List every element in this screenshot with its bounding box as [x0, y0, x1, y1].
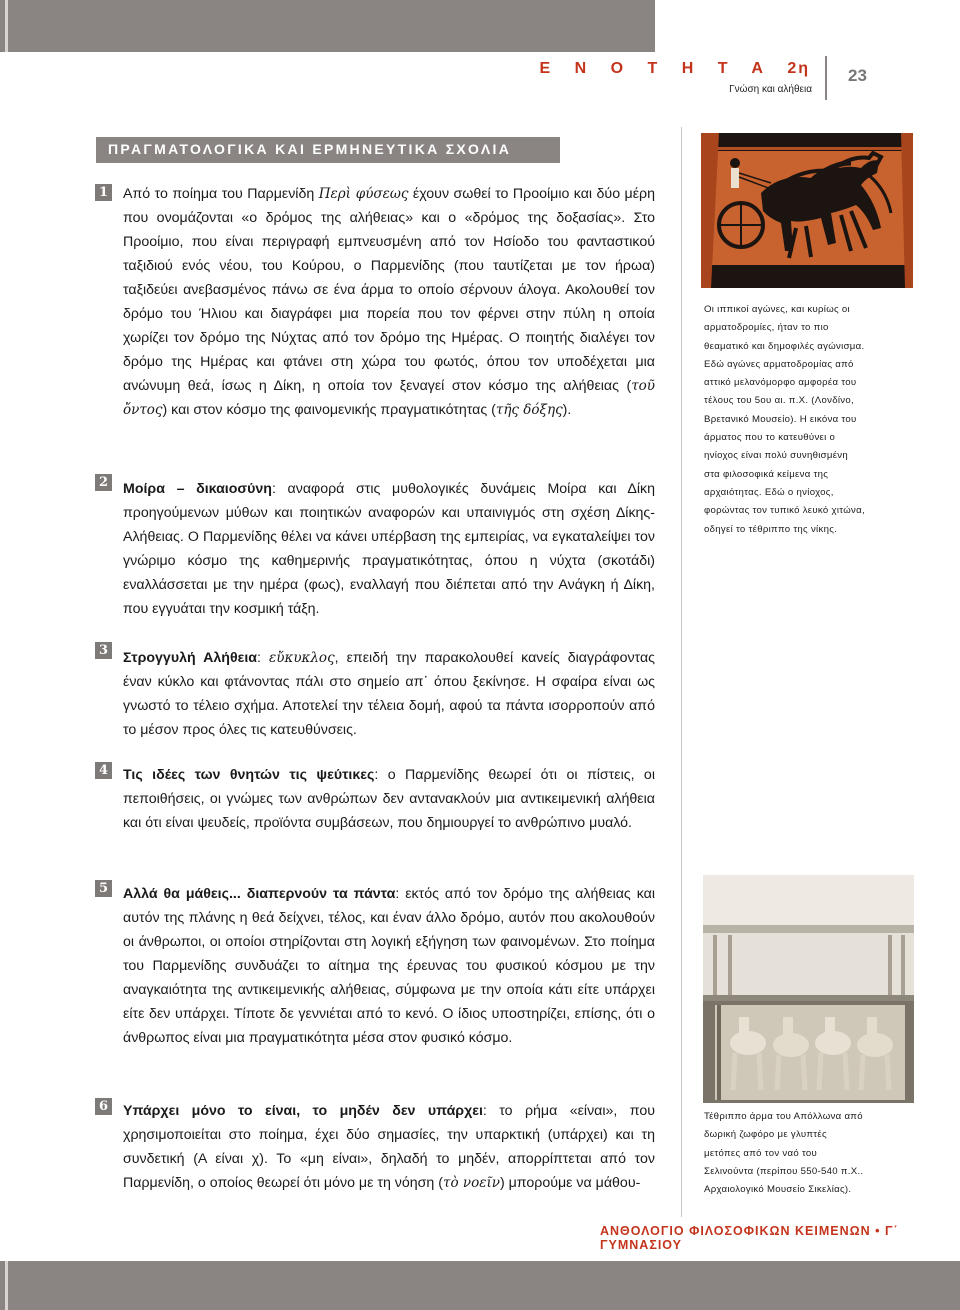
note-3: Στρογγυλή Αλήθεια: εὔκυκλος, επειδή την παρακολουθεί κανείς διαγράφοντας έναν κύκλο και φτάνοντας πάλι στο σημείο απ᾽ όπου ξεκίνησε. Η σφαίρα είναι ως γνωστό το τέλειο σχήμα. Αποτελεί την τέλεια δομή, αφού τα πάντα ισορροπούν από το μέσον προς όλες τις κατευθύνσεις.	[123, 650, 655, 738]
unit-subtitle: Γνώση και αλήθεια	[729, 84, 812, 95]
frieze-quadriga-image	[703, 875, 914, 1103]
note-6: Υπάρχει μόνο το είναι, το μηδέν δεν υπάρχει: το ρήμα «είναι», που χρησιμοποιείται στο ποίημα, έχει δύο σημασίες, την υπαρκτική (υπάρχει) και τη συνδετική (Α είναι χ). Το «μη είναι», δηλαδή το μηδέν, απορρίπτεται από τον Παρμενίδη, ο οποίος θεωρεί ότι μόνο με τη νόηση (τὸ νοεῖν) μπορούμε να μάθου-	[123, 1103, 655, 1191]
greek-term: τὸ νοεῖν	[442, 1175, 500, 1191]
note-term: Στρογγυλή Αλήθεια	[123, 650, 258, 666]
unit-title: Ε Ν Ο Τ Η Τ Α 2η	[539, 60, 810, 77]
bottom-bar-separator	[5, 1261, 8, 1310]
note-number: 3	[95, 642, 112, 659]
note-term: Αλλά θα μάθεις... διαπερνούν τα πάντα	[123, 886, 396, 902]
note-term: Τις ιδέες των θνητών τις ψεύτικες	[123, 767, 375, 783]
amphora-chariot-image	[701, 133, 913, 288]
page-number: 23	[848, 66, 867, 85]
note-5: Αλλά θα μάθεις... διαπερνούν τα πάντα: εκτός από τον δρόμο της αλήθειας και αυτόν της πλάνης η θεά δείχνει, τέλος, και έναν άλλο δρόμο, αυτόν που ακολουθούν οι άνθρωποι, οι οποίοι στηρίζονται στη λογική εξήγηση των φαινομένων. Στο ποίημα του Παρμενίδης συνδυάζει το αίτημα της έρευνας του φυσικού κόσμου με την αναγκαιότητα της αντικειμενικής αλήθειας, σύμφωνα με την οποία κάτι είτε υπάρχει είτε δεν υπάρχει. Τίποτε δε γεννιέται από το κενό. Ο ίδιος υποστηρίζει, επίσης, ότι ο άνθρωπος είναι μια πραγματικότητα μέσα στον φυσικό κόσμο.	[123, 886, 655, 1046]
section-banner	[96, 137, 560, 163]
caption-frieze: Τέθριππο άρμα του Απόλλωνα από δωρική ζωφόρο με γλυπτές μετόπες από τον ναό του Σελινούντα (περίπου 550-540 π.Χ.. Αρχαιολογικό Μουσείο Σικελίας).	[704, 1111, 864, 1196]
note-number: 2	[95, 474, 112, 491]
footer-book-title: ΑΝΘΟΛΟΓΙΟ ΦΙΛΟΣΟΦΙΚΩΝ ΚΕΙΜΕΝΩΝ • Γ΄ ΓΥΜΝΑΣΙΟΥ	[600, 1224, 899, 1252]
note-number: 1	[95, 184, 112, 201]
note-number: 4	[95, 762, 112, 779]
note-number: 5	[95, 880, 112, 897]
note-term: Υπάρχει μόνο το είναι, το μηδέν δεν υπάρχει	[123, 1103, 483, 1119]
header-divider	[825, 56, 827, 100]
greek-term: τοῦ ὄντος	[123, 378, 655, 418]
section-title: ΠΡΑΓΜΑΤΟΛΟΓΙΚΑ ΚΑΙ ΕΡΜΗΝΕΥΤΙΚΑ ΣΧΟΛΙΑ	[108, 141, 512, 157]
note-4: Τις ιδέες των θνητών τις ψεύτικες: ο Παρμενίδης θεωρεί ότι οι πίστεις, οι πεποιθήσεις, οι γνώμες των ανθρώπων δεν αντανακλούν μια αντικειμενική αλήθεια και ότι είναι ψευδείς, προϊόντα συμβάσεων, που δημιουργεί το ανθρώπινο μυαλό.	[123, 767, 655, 831]
column-divider	[681, 127, 682, 1217]
bottom-decorative-bar	[0, 1261, 960, 1310]
note-number: 6	[95, 1098, 112, 1115]
note-2: Μοίρα – δικαιοσύνη: αναφορά στις μυθολογικές δυνάμεις Μοίρα και Δίκη προηγούμενων μύθων και ποιητικών αναφορών και υπαινιγμός στη σχέση Δίκης-Αλήθειας. Ο Παρμενίδης θέλει να κάνει υπέρβαση της εμπειρίας, να εγκαταλείψει τον γνώριμο κόσμο της καθημερινής πραγματικότητας, όπου η νύχτα (σκοτάδι) εναλλάσσεται με την ημέρα (φως), εναλλαγή που διέπεται από την Ανάγκη ή Δίκη, που εγγυάται την κοσμική τάξη.	[123, 481, 655, 617]
caption-amphora: Οι ιππικοί αγώνες, και κυρίως οι αρματοδρομίες, ήταν το πιο θεαματικό και δημοφιλές αγώνισμα. Εδώ αγώνες αρματοδρομίας από αττικό μελανόμορφο αμφορέα του τέλους του 5ου αι. π.Χ. (Λονδίνο, Βρετανικό Μουσείο). Η εικόνα του άρματος που το κατευθύνει ο ηνίοχος είναι πολύ συνηθισμένη στα φιλοσοφικά κείμενα της αρχαιότητας. Εδώ ο ηνίοχος, φορώντας τον τυπικό λευκό χιτώνα, οδηγεί το τέθριππο της νίκης.	[704, 304, 865, 535]
greek-term: εὔκυκλος	[269, 650, 335, 666]
note-term: Μοίρα – δικαιοσύνη	[123, 481, 272, 497]
top-bar-separator	[5, 0, 8, 52]
greek-term: τῆς δόξης	[495, 402, 563, 418]
amphora-chariot-photo	[701, 133, 913, 288]
frieze-quadriga-photo	[703, 875, 914, 1103]
note-1: Από το ποίημα του Παρμενίδη Περὶ φύσεως έχουν σωθεί το Προοίμιο και δύο μέρη που ονομάζονται «ο δρόμος της αλήθειας» και ο «δρόμος της δοξασίας». Στο Προοίμιο, που είναι περιγραφή εμπνευσμένη από τον Ησίοδο του φανταστικού ταξιδιού ενός νέου, του Κούρου, ο Παρμενίδης (που ταυτίζεται με τον ήρωα) ταξιδεύει ανεβασμένος πάνω σε ένα άρμα το οποίο σέρνουν άλογα. Ακολουθεί τον δρόμο του Ήλιου και διαγράφει μια πορεία που τον φέρνει στην πύλη η οποία χωρίζει τον δρόμο της Νύχτας από τον δρόμο της Ημέρας. Ο ποιητής διαλέγει τον δρόμο της Ημέρας και φτάνει στη χώρα του φωτός, όπου τον υποδέχεται μια ανώνυμη θεά, ίσως η Δίκη, η οποία τον ξεναγεί στον κόσμο της αλήθειας (τοῦ ὄντος) και στον κόσμο της φαινομενικής πραγματικότητας (τῆς δόξης).	[123, 186, 655, 418]
greek-term: Περὶ φύσεως	[318, 186, 409, 202]
top-decorative-bar	[0, 0, 655, 52]
